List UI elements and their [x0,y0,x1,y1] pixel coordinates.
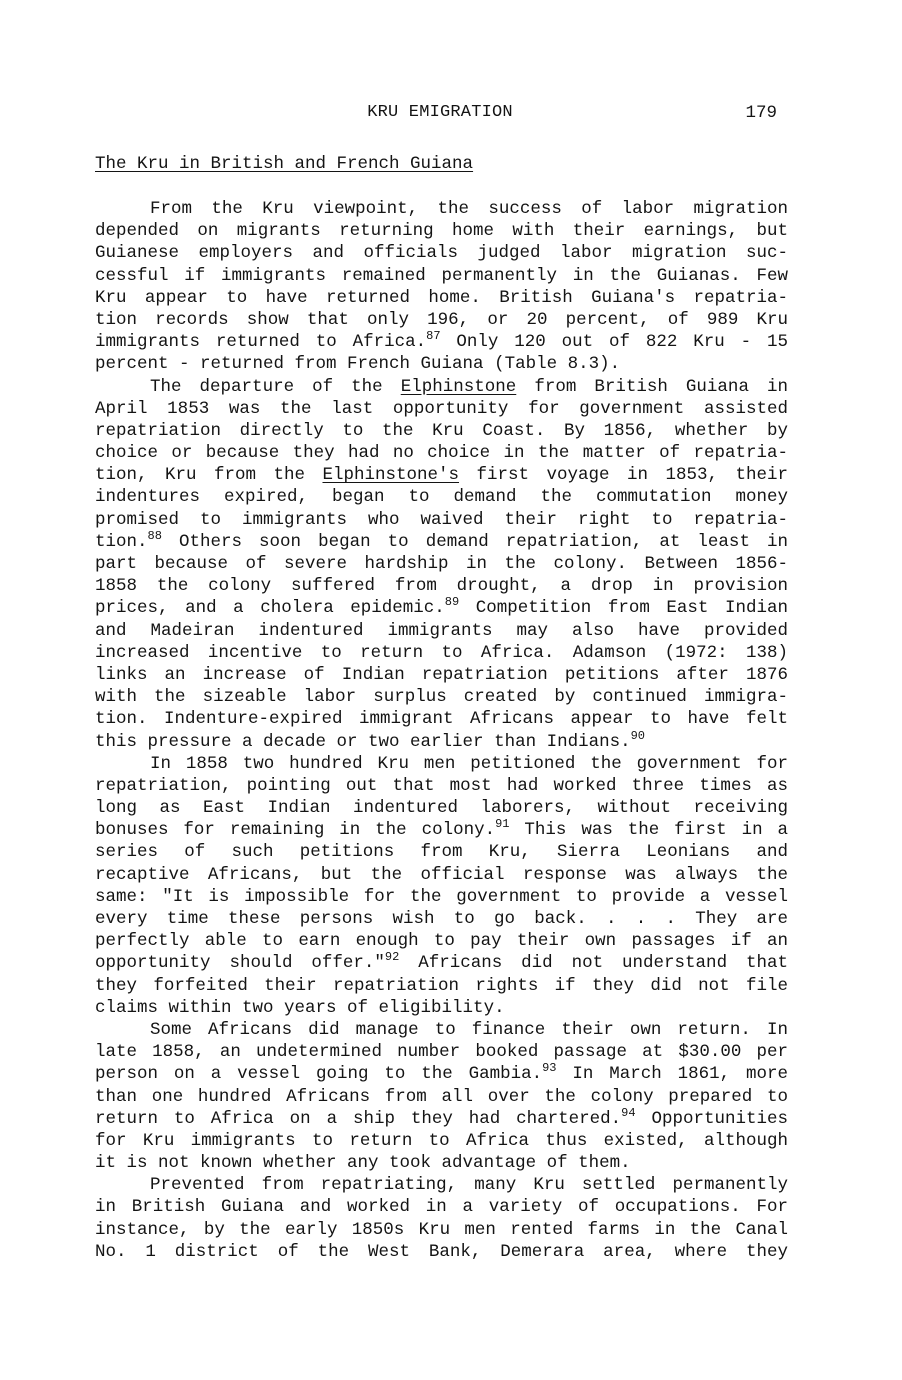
text-line: instance, by the early 1850s Kru men rented farms in the Canal [95,1219,788,1240]
text-line: tion. Indenture-expired immigrant Africans appear to have felt [95,709,788,730]
running-title: KRU EMIGRATION [367,103,513,122]
text-line: in British Guiana and worked in a variety of occupations. For [95,1197,788,1218]
text-run: Opportunities [635,1108,788,1129]
text-line: Prevented from repatriating, many Kru settled permanently [150,1175,788,1196]
text-run: In March 1861, more [556,1064,788,1085]
text-line: same: "It is impossible for the government to provide a vessel [95,886,788,907]
text-run: Others soon began to demand repatriation, at least in [161,531,788,552]
footnote-ref: 91 [495,817,510,832]
text-line: for Kru immigrants to return to Africa thus existed, although [95,1130,788,1151]
text-line: repatriation, pointing out that most had worked three times as [95,775,788,796]
text-run: tion, Kru from the [95,465,323,486]
ship-name: Elphinstone [400,376,517,397]
text-line: it is not known whether any took advantage of them. [95,1153,631,1174]
footnote-ref: 87 [426,329,441,344]
text-line: and Madeiran indentured immigrants may also have provided [95,620,788,641]
text-line: April 1853 was the last opportunity for government assisted [95,398,788,419]
text-line [95,331,788,353]
text-line: No. 1 district of the West Bank, Demerara area, where they [95,1241,788,1262]
text-run: this pressure a decade or two earlier than Indians. [95,731,631,752]
text-run: return to Africa on a ship they had chartered. [95,1108,622,1129]
text-run: prices, and a cholera epidemic. [95,598,445,619]
footnote-ref: 92 [384,950,400,965]
text-run: opportunity should offer." [95,953,385,974]
section-heading: The Kru in British and French Guiana [95,154,474,174]
text-run: from British Guiana in [516,376,788,397]
footnote-ref: 88 [147,528,162,543]
text-line: repatriation directly to the Kru Coast. By 1856, whether by [95,420,788,441]
text-line: Guianese employers and officials judged labor migration suc- [95,243,788,264]
text-line: Kru appear to have returned home. British Guiana's repatria- [95,287,788,308]
text-run: tion. [95,531,148,552]
text-line [95,728,788,753]
text-line [95,819,788,841]
text-run: The departure of the [150,376,401,397]
text-run: Africans did not understand that [399,953,789,974]
text-line: increased incentive to return to Africa. Adamson (1972: 138) [95,642,788,663]
text-line: recaptive Africans, but the official response was always the [95,864,788,885]
page-number: 179 [745,103,777,123]
ship-name: Elphinstone's [322,465,460,486]
footnote-ref: 93 [542,1061,557,1076]
text-line: In 1858 two hundred Kru men petitioned the government for [150,753,788,774]
text-run: immigrants returned to Africa. [95,332,427,353]
text-line: depended on migrants returning home with their earnings, but [95,221,788,242]
text-line: than one hundred Africans from all over the colony prepared to [95,1086,788,1107]
text-line: long as East Indian indentured laborers, without receiving [95,798,788,819]
text-line: every time these persons wish to go back. . . . They are [95,909,788,929]
footnote-ref: 89 [444,595,460,610]
text-line: claims within two years of eligibility. [95,997,505,1018]
text-line [95,1105,788,1130]
text-line: perfectly able to earn enough to pay their own passages if an [95,931,788,952]
text-line: indentures expired, began to demand the commutation money [95,487,788,508]
text-run: Only 120 out of 822 Kru - 15 [440,332,788,353]
footnote-ref: 94 [621,1105,636,1120]
text-line: percent - returned from French Guiana (Table 8.3). [95,354,621,375]
text-line [95,597,788,619]
text-line: with the sizeable labor surplus created by continued immigra- [95,687,788,708]
text-line [95,376,788,398]
text-line [95,464,788,486]
text-run: bonuses for remaining in the colony. [95,820,496,841]
text-line: choice or because they had no choice in the matter of repatria- [95,443,788,464]
text-line [95,952,788,974]
text-line: part because of severe hardship in the colony. Between 1856- [95,554,788,574]
text-run: Competition from East Indian [459,598,788,619]
text-line: late 1858, an undetermined number booked passage at $30.00 per [95,1042,788,1063]
text-line: cessful if immigrants remained permanently in the Guianas. Few [95,265,788,286]
running-head [95,103,785,127]
text-line [95,528,788,553]
text-line: Some Africans did manage to finance their own return. In [150,1019,788,1040]
text-line: they forfeited their repatriation rights if they did not file [95,975,788,996]
text-run: first voyage in 1853, their [459,465,788,486]
text-line: From the Kru viewpoint, the success of labor migration [150,199,788,219]
text-line: series of such petitions from Kru, Sierra Leonians and [95,842,788,863]
text-run: This was the first in a [509,820,789,841]
footnote-ref: 90 [630,728,645,743]
text-line: 1858 the colony suffered from drought, a drop in provision [95,576,788,597]
text-line: tion records show that only 196, or 20 percent, of 989 Kru [95,309,788,330]
text-line [95,1063,788,1085]
text-line: links an increase of Indian repatriation petitions after 1876 [95,664,788,685]
text-line: promised to immigrants who waived their right to repatria- [95,509,788,530]
body-text [95,198,788,1263]
text-run: person on a vessel going to the Gambia. [95,1064,543,1085]
